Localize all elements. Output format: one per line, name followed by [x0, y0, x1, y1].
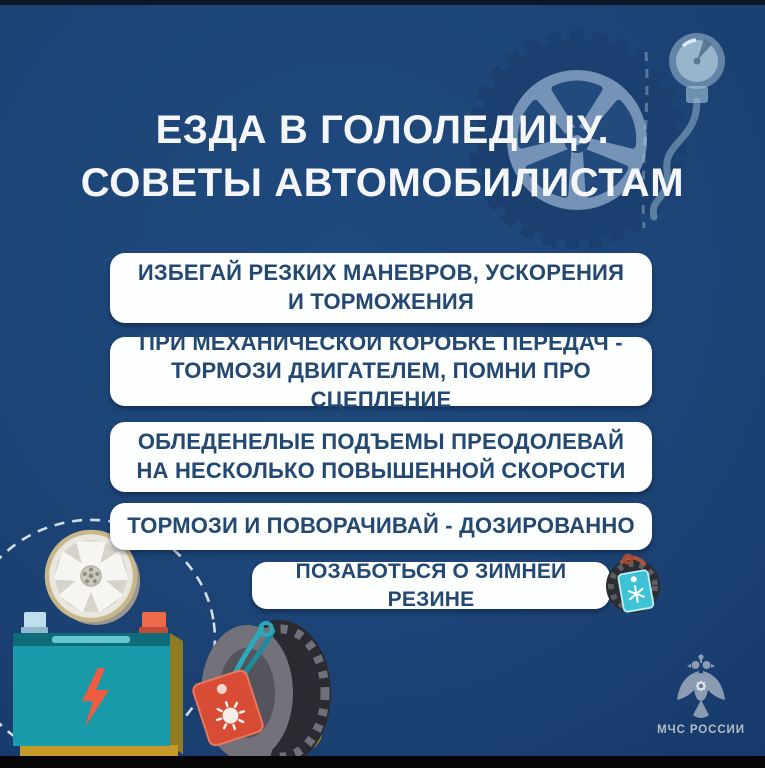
tip-1-line-1: ИЗБЕГАЙ РЕЗКИХ МАНЕВРОВ, УСКОРЕНИЯ [137, 260, 625, 286]
bottom-letterbox-bar [0, 756, 765, 768]
emercom-logo-text: МЧС РОССИИ [657, 724, 745, 736]
tip-1-line-2: И ТОРМОЖЕНИЯ [288, 289, 474, 314]
tip-box-5 [252, 562, 610, 609]
car-battery-icon [13, 612, 183, 760]
tip-2-line-2: ТОРМОЗИ ДВИГАТЕЛЕМ, ПОМНИ ПРО СЦЕПЛЕНИЕ [171, 358, 591, 412]
tip-4-line-1: ТОРМОЗИ И ПОВОРАЧИВАЙ - ДОЗИРОВАННО [127, 513, 635, 539]
poster-title [0, 104, 765, 210]
tip-box-1 [110, 253, 652, 323]
winter-tire-tag-icon [600, 548, 666, 622]
tip-box-3 [110, 422, 652, 492]
title-line-2: СОВЕТЫ АВТОМОБИЛИСТАМ [80, 161, 685, 205]
tip-3-line-2: НА НЕСКОЛЬКО ПОВЫШЕННОЙ СКОРОСТИ [136, 458, 626, 483]
tip-3-line-1: ОБЛЕДЕНЕЛЫЕ ПОДЪЕМЫ ПРЕОДОЛЕВАЙ [137, 429, 625, 455]
title-line-1: ЕЗДА В ГОЛОЛЕДИЦУ. [155, 108, 610, 152]
tip-box-2 [110, 329, 652, 412]
tire-with-price-tag-icon [191, 620, 331, 766]
tip-2-line-1: ПРИ МЕХАНИЧЕСКОЙ КОРОБКЕ ПЕРЕДАЧ - [139, 329, 623, 355]
tip-5-line-1: ПОЗАБОТЬСЯ О ЗИМНЕЙ РЕЗИНЕ [295, 560, 567, 611]
top-letterbox-bar [0, 0, 765, 5]
emercom-emblem-icon [672, 652, 730, 722]
tip-box-4 [110, 503, 652, 550]
